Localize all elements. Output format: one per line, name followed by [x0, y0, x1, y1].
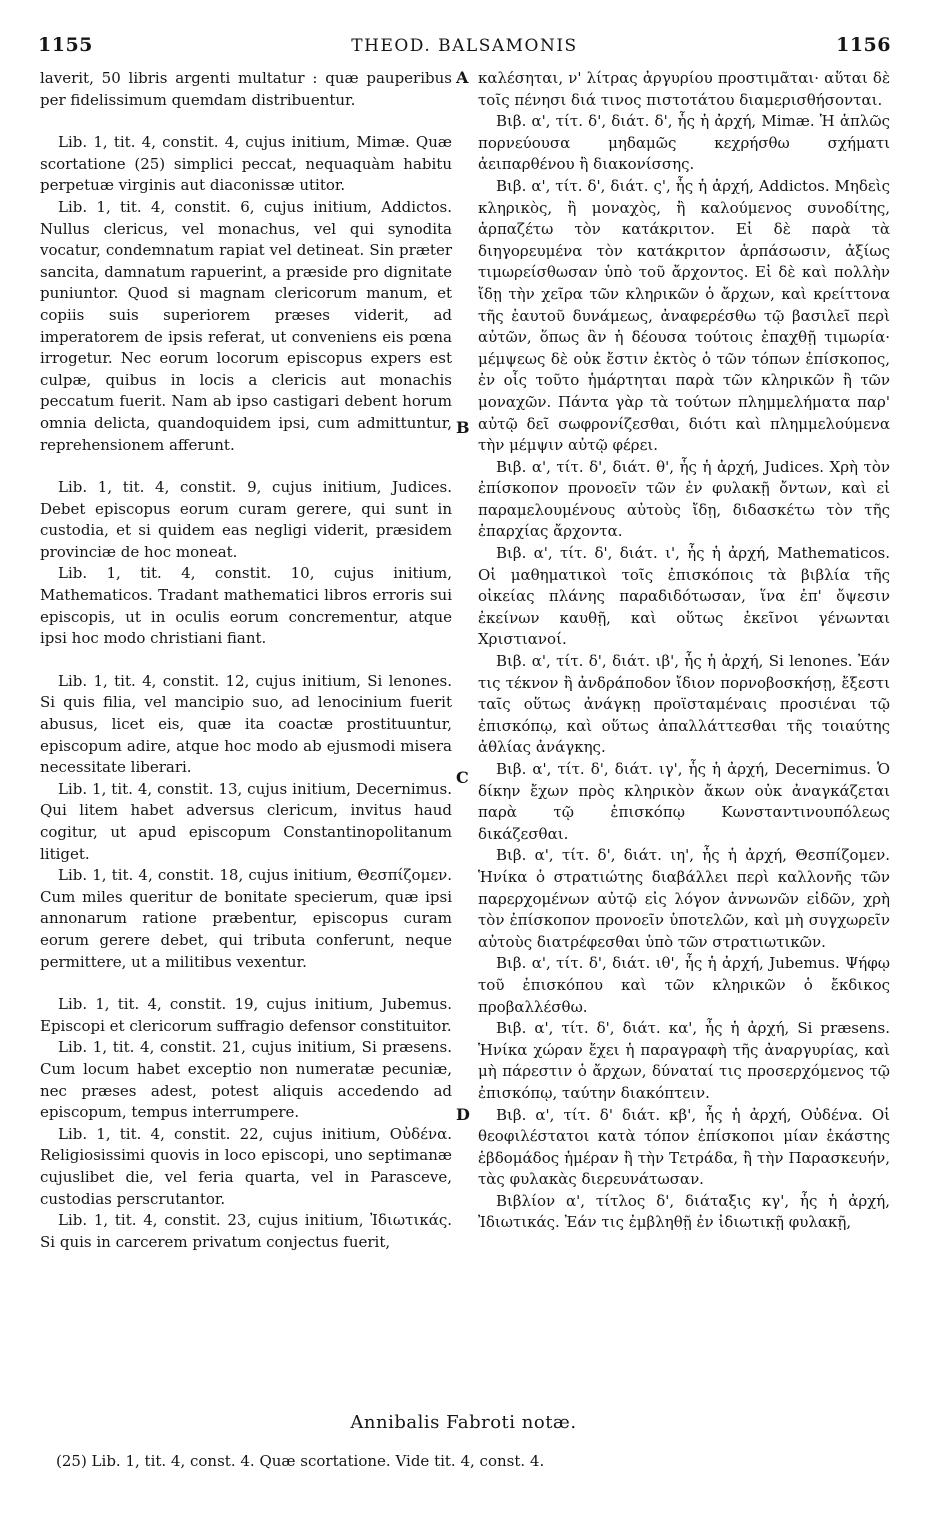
- greek-paragraph: Βιβ. α', τίτ. δ', διάτ. ς', ἧς ἡ ἀρχή, Addictos. Μηδεὶς κληρικὸς, ἢ μοναχὸς, ἢ καλούμενος συνοδίτης, ἁρπαζέτω τὸν κατάκριτον. Εἰ δὲ παρὰ τὰ διηγορευμένα τὸν κατάκριτον ἁρπάσωσιν, ἀξίως τιμωρείσθωσαν ὑπὸ τοῦ ἄρχοντος. Εἰ δὲ καὶ πολλὴν ἴδῃ τὴν χεῖρα τῶν κληρικῶν ὁ ἄρχων, καὶ κρείττονα τῆς ἑαυτοῦ δυνάμεως, ἀναφερέσθω τῷ βασιλεῖ περὶ αὐτῶν, ὅπως ἂν ἡ δέουσα τούτοις ἐπαχθῇ τιμωρία· μέμψεως δὲ οὐκ ἔστιν ἐκτὸς ὁ τῶν τόπων ἐπίσκοπος, ἐν οἷς τοῦτο ἡμάρτηται παρὰ τῶν κληρικῶν ἢ τῶν μοναχῶν. Πάντα γὰρ τὰ τούτων πλημμελήματα παρ' αὐτῷ δεῖ σωφρονίζεσθαι, διότι καὶ πλημμελούμενα τὴν μέμψιν αὐτῷ φέρει.: [478, 176, 890, 455]
- latin-paragraph: Lib. 1, tit. 4, constit. 23, cujus initium, Ἰδιωτικάς. Si quis in carcerem privatum conjectus fuerit,: [40, 1211, 452, 1251]
- greek-column: [478, 68, 890, 1234]
- notes-heading: Annibalis Fabroti notæ.: [350, 1412, 577, 1433]
- latin-paragraph: Lib. 1, tit. 4, constit. 13, cujus initium, Decernimus. Qui litem habet adversus clericum, invitus haud cogitur, ut apud episcopum Constantinopolitanum litiget.: [40, 779, 452, 863]
- latin-column: [40, 68, 452, 1253]
- latin-paragraph: Lib. 1, tit. 4, constit. 9, cujus initium, Judices. Debet episcopus eorum curam gerere, qui sunt in custodia, et si quidem eas negligi viderit, præsidem provinciæ de hoc moneat.: [40, 478, 452, 561]
- greek-paragraph: Βιβ. α', τίτ. δ' διάτ. κβ', ἧς ἡ ἀρχή, Οὐδένα. Οἱ θεοφιλέστατοι κατὰ τόπον ἐπίσκοποι μίαν ἑκάστης ἑβδομάδος ἡμέραν ἢ τὴν Τετράδα, ἢ τὴν Παρασκευήν, τὰς φυλακὰς διερευνάτωσαν.: [478, 1105, 890, 1189]
- page-number-left: 1155: [38, 34, 93, 56]
- page-header: [38, 34, 891, 62]
- running-title: THEOD. BALSAMONIS: [351, 36, 578, 56]
- latin-paragraph: Lib. 1, tit. 4, constit. 12, cujus initium, Si lenones. Si quis filia, vel mancipio suo, ad lenocinium fuerit abusus, licet eis, quæ ita coactæ prostituuntur, episcopum adire, atque hoc modo ab ejusmodi misera necessitate liberari.: [40, 671, 452, 777]
- greek-paragraph: Βιβ. α', τίτ. δ', διάτ. ι', ἧς ἡ ἀρχή, Mathematicos. Οἱ μαθηματικοὶ τοῖς ἐπισκόποις τὰ βιβλία τῆς οἰκείας πλάνης παραδιδότωσαν, ἵνα ἐπ' ὄψεσιν ἐκείνων καυθῇ, καὶ οὕτως ἐκεῖνοι γένωνται Χριστιανοί.: [478, 544, 890, 649]
- greek-paragraph: Βιβ. α', τίτ. δ', διάτ. θ', ἧς ἡ ἀρχή, Judices. Χρὴ τὸν ἐπίσκοπον προνοεῖν τῶν ἐν φυλακῇ ὄντων, καὶ εἰ παραμελουμένους αὐτοὺς ἴδῃ, διδασκέτω τὸν τῆς ἐπαρχίας ἄρχοντα.: [478, 457, 890, 541]
- greek-paragraph: Βιβ. α', τίτ. δ', διάτ. κα', ἧς ἡ ἀρχή, Si præsens. Ἡνίκα χώραν ἔχει ἡ παραγραφὴ τῆς ἀναργυρίας, καὶ μὴ πάρεστιν ὁ ἄρχων, δύναταί τις προσερχόμενος τῷ ἐπισκόπῳ, ταύτην διακόπτειν.: [478, 1019, 890, 1102]
- margin-marker-d: D: [456, 1105, 470, 1124]
- latin-paragraph: Lib. 1, tit. 4, constit. 10, cujus initium, Mathematicos. Tradant mathematici libros erroris sui episcopis, ut in oculis eorum concrementur, atque ipsi hoc modo christiani fiant.: [40, 564, 452, 648]
- greek-paragraph: Βιβ. α', τίτ. δ', διάτ. δ', ἧς ἡ ἀρχή, Mimæ. Ἡ ἁπλῶς πορνεύουσα μηδαμῶς κεχρήσθω σχήματι ἀειπαρθένου ἢ διακονίσσης.: [478, 112, 890, 174]
- margin-marker-c: C: [456, 768, 469, 787]
- page-number-right: 1156: [836, 34, 891, 56]
- latin-paragraph: Lib. 1, tit. 4, constit. 18, cujus initium, Θεσπίζομεν. Cum miles queritur de bonitate specierum, quæ ipsi annonarum ratione præbentur, episcopus curam eorum gerere debet, qui tributa conferunt, neque permittere, ut a militibus vexentur.: [40, 866, 452, 971]
- greek-paragraph: Βιβ. α', τίτ. δ', διάτ. ιγ', ἧς ἡ ἀρχή, Decernimus. Ὁ δίκην ἔχων πρὸς κληρικὸν ἄκων οὐκ ἀναγκάζεται παρὰ τῷ ἐπισκόπῳ Κωνσταντινουπόλεως δικάζεσθαι.: [478, 760, 890, 843]
- greek-paragraph: καλέσηται, ν' λίτρας ἀργυρίου προστιμᾶται· αὕται δὲ τοῖς πένησι διά τινος πιστοτάτου διαμερισθήσονται.: [478, 69, 890, 109]
- greek-paragraph: Βιβλίον α', τίτλος δ', διάταξις κγ', ἧς ἡ ἀρχή, Ἰδιωτικάς. Ἐάν τις ἐμβληθῇ ἐν ἰδιωτικῇ φυλακῇ,: [478, 1191, 890, 1232]
- greek-paragraph: Βιβ. α', τίτ. δ', διάτ. ιη', ἧς ἡ ἀρχή, Θεσπίζομεν. Ἡνίκα ὁ στρατιώτης διαβάλλει περὶ καλλονῆς τῶν παρερχομένων αὐτῷ εἰς λόγον ἀννωνῶν εἰδῶν, χρὴ τὸν ἐπίσκοπον προνοεῖν ὑποτελῶν, καὶ μὴ συγχωρεῖν αὐτοὺς διατρέφεσθαι ὑπὸ τῶν στρατιωτικῶν.: [478, 846, 890, 951]
- latin-paragraph: Lib. 1, tit. 4, constit. 22, cujus initium, Οὐδένα. Religiosissimi quovis in loco episcopi, uno septimanæ cujuslibet die, vel feria quarta, vel in Parasceve, custodias perscrutantor.: [40, 1124, 452, 1208]
- latin-paragraph: Lib. 1, tit. 4, constit. 4, cujus initium, Mimæ. Quæ scortatione (25) simplici peccat, nequaquàm habitu perpetuæ virginis aut diaconissæ utitor.: [40, 133, 452, 195]
- latin-paragraph: Lib. 1, tit. 4, constit. 6, cujus initium, Addictos. Nullus clericus, vel monachus, vel qui synodita vocatur, condemnatum rapiat vel detineat. Sin præter sancita, damnatum rapuerint, a præside pro dignitate puniuntor. Quod si magnam clericorum manum, et copiis suis superiorem præses viderit, ad imperatorem de ipsis referat, ut conveniens eis pœna irrogetur. Nec eorum locorum episcopus expers est culpæ, quibus in locis a clericis aut monachis peccatum fuerit. Nam ab ipso castigari debent horum omnia delicta, quandoquidem ipsi, cum admittuntur, reprehensionem afferunt.: [40, 197, 452, 454]
- latin-paragraph: Lib. 1, tit. 4, constit. 21, cujus initium, Si præsens. Cum locum habet exceptio non numeratæ pecuniæ, nec præses adest, potest aliquis accedendo ad episcopum, tempus interrumpere.: [40, 1038, 452, 1122]
- latin-paragraph: Lib. 1, tit. 4, constit. 19, cujus initium, Jubemus. Episcopi et clericorum suffragio defensor constituitor.: [40, 995, 452, 1035]
- footnote: (25) Lib. 1, tit. 4, const. 4. Quæ scortatione. Vide tit. 4, const. 4.: [56, 1452, 545, 1470]
- latin-paragraph: laverit, 50 libris argenti multatur : quæ pauperibus per fidelissimum quemdam distribuentur.: [40, 69, 452, 109]
- greek-paragraph: Βιβ. α', τίτ. δ', διάτ. ιθ', ἧς ἡ ἀρχή, Jubemus. Ψήφῳ τοῦ ἐπισκόπου καὶ τῶν κληρικῶν ὁ ἔκδικος προβαλλέσθω.: [478, 954, 890, 1016]
- greek-paragraph: Βιβ. α', τίτ. δ', διάτ. ιβ', ἧς ἡ ἀρχή, Si lenones. Ἐάν τις τέκνον ἢ ἀνδράποδον ἴδιον πορνοβοσκήσῃ, ἔξεστι ταῖς οὕτως ἀνάγκῃ προϊσταμέναις προσιέναι τῷ ἐπισκόπῳ, καὶ οὕτως ἀπαλλάττεσθαι τῆς τοιαύτης ἀθλίας ἀνάγκης.: [478, 652, 890, 757]
- margin-marker-a: A: [456, 68, 469, 87]
- margin-marker-b: B: [456, 418, 470, 437]
